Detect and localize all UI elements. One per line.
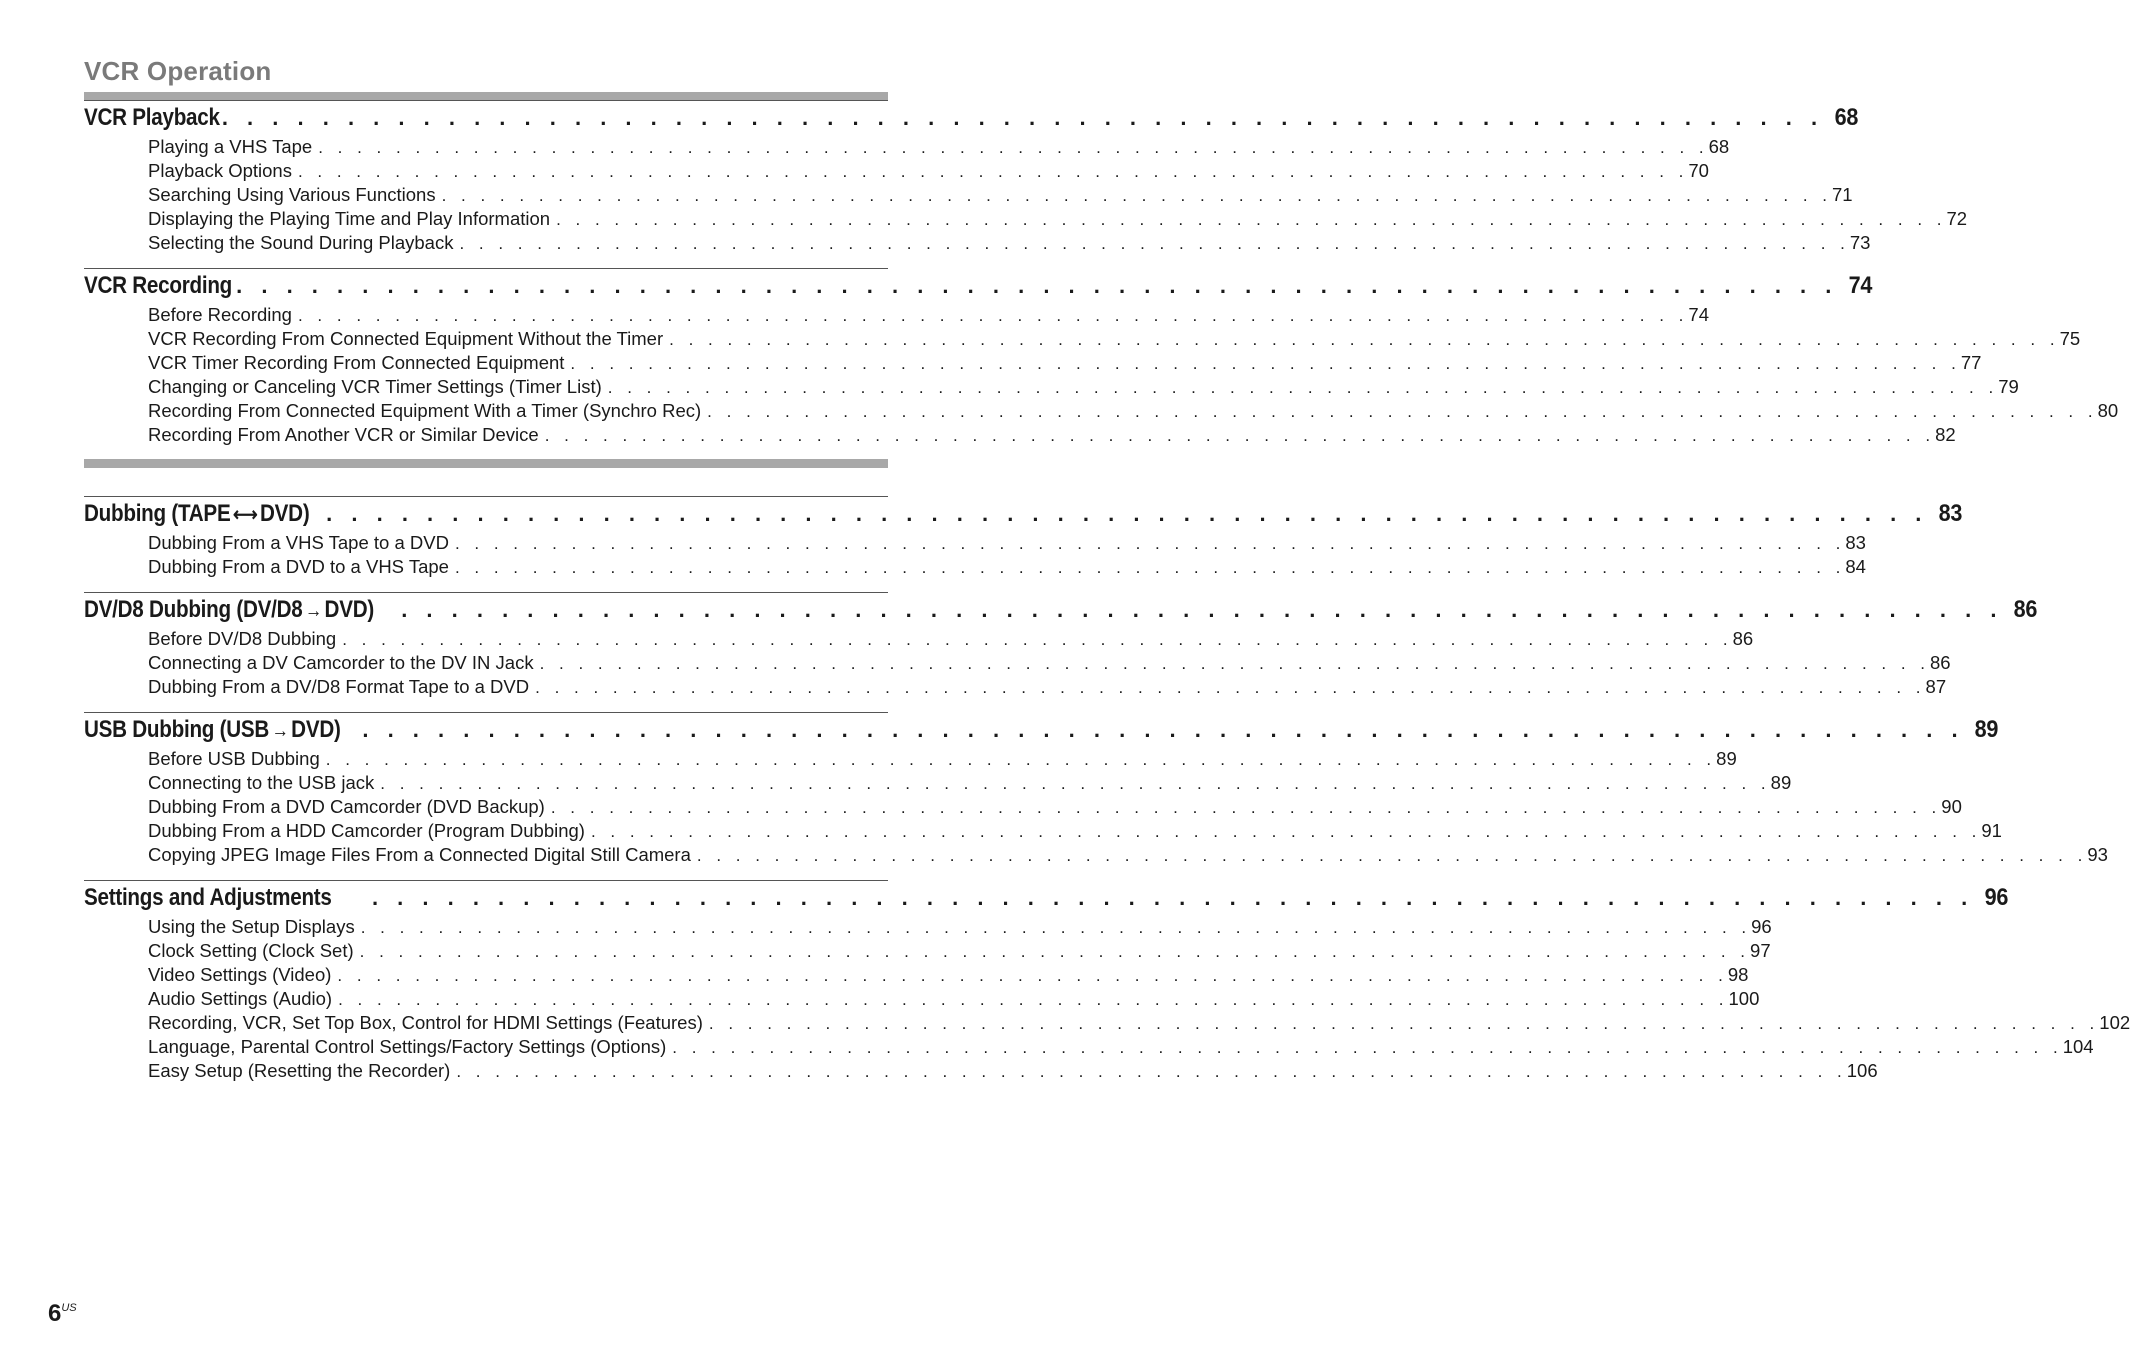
chapter-heading[interactable] xyxy=(84,596,2038,628)
toc-chapter-vcr-playback xyxy=(84,100,1968,256)
dot-leader: . . . . . . . . . . . . . . . . . . . . . . . . . . . . . . . . . . . . . . . . . . . . . . . . . . . . . . . . . . . . . . . . . . . . . . . . xyxy=(607,378,1999,397)
dot-leader: . . . . . . . . . . . . . . . . . . . . . . . . . . . . . . . . . . . . . . . . . . . . . . . . . . . . . . . . . . . . . . . . . . . . . . . . xyxy=(590,822,1982,841)
entry-page: 97 xyxy=(1750,940,1771,961)
entry-title: Playback Options xyxy=(148,160,292,181)
toc-entry[interactable] xyxy=(148,352,1982,376)
entry-page: 84 xyxy=(1845,556,1866,577)
toc-entry[interactable] xyxy=(148,136,1730,160)
dot-leader: . . . . . . . . . . . . . . . . . . . . . . . . . . . . . . . . . . . . . . . . . . . . . . . . . . . . . . . . . . . . . . . . . . . . . . . . xyxy=(318,138,1709,157)
chapter-heading[interactable] xyxy=(84,884,2008,916)
entry-title: Copying JPEG Image Files From a Connected Digital Still Camera xyxy=(148,844,691,865)
entry-page: 70 xyxy=(1688,160,1709,181)
entry-title: Before DV/D8 Dubbing xyxy=(148,628,337,649)
chapter-rule xyxy=(84,268,888,269)
entry-page: 96 xyxy=(1751,916,1772,937)
dot-leader: . . . . . . . . . . . . . . . . . . . . . . . . . . . . . . . . . . . . . . . . . . . . . . . . . . . . . . . . . . . . . . . . . . . . . . . . xyxy=(297,306,1689,325)
entry-page: 102 xyxy=(2099,1012,2130,1033)
chapter-rule xyxy=(84,880,888,881)
dot-leader: . . . . . . . . . . . . . . . . . . . . . . . . . . . . . . . . . . . . . . . . . . . . . . . . . . . . . . . . . . . . . . . . . . . . . . . . xyxy=(359,942,1751,961)
entry-title: Playing a VHS Tape xyxy=(148,136,313,157)
dot-leader: . . . . . . . . . . . . . . . . . . . . . . . . . . . . . . . . . . . . . . . . . . . . . . . . . . . . . . . . . . . . . . . . . . . . . . . . xyxy=(696,846,2088,865)
entry-title: Dubbing From a DVD to a VHS Tape xyxy=(148,556,449,577)
dot-leader: . . . . . . . . . . . . . . . . . . . . . . . . . . . . . . . . . . . . . . . . . . . . . . . . . . . . . . . . . . . . . . . . . . . . . . . . xyxy=(297,162,1689,181)
chapter-title: Dubbing (TAPE ⟷ DVD) xyxy=(84,500,310,527)
toc-chapter-usb-dubbing xyxy=(84,712,2108,868)
entry-title: Clock Setting (Clock Set) xyxy=(148,940,354,961)
toc-entry[interactable] xyxy=(148,400,2119,424)
entry-page: 73 xyxy=(1849,232,1871,253)
toc-entry[interactable] xyxy=(148,1036,2094,1060)
entry-page: 106 xyxy=(1846,1060,1878,1081)
toc-entry[interactable] xyxy=(148,988,1760,1012)
chapter-page: 96 xyxy=(1984,884,2008,911)
entry-page: 91 xyxy=(1981,820,2002,841)
entry-title: Dubbing From a HDD Camcorder (Program Dubbing) xyxy=(148,820,585,841)
chapter-page: 83 xyxy=(1938,500,1963,527)
entry-page: 79 xyxy=(1998,376,2019,397)
chapter-rule xyxy=(84,712,888,713)
entry-title: Recording, VCR, Set Top Box, Control for HDMI Settings (Features) xyxy=(148,1012,703,1033)
toc-entry[interactable] xyxy=(148,916,1772,940)
chapter-title: USB Dubbing (USB → DVD) xyxy=(84,716,341,743)
toc-entry[interactable] xyxy=(148,748,1737,772)
entry-page: 87 xyxy=(1925,676,1947,697)
entry-title: Video Settings (Video) xyxy=(148,964,332,985)
toc-entry[interactable] xyxy=(148,820,2002,844)
toc-entry[interactable] xyxy=(148,1012,2130,1036)
entry-page: 93 xyxy=(2087,844,2108,865)
chapter-title: VCR Recording xyxy=(84,272,233,299)
dot-leader: . . . . . . . . . . . . . . . . . . . . . . . . . . . . . . . . . . . . . . . . . . . . . . . . . . . . . . . . . . . . . . . . xyxy=(236,273,1838,298)
dot-leader: . . . . . . . . . . . . . . . . . . . . . . . . . . . . . . . . . . . . . . . . . . . . . . . . . . . . . . . . . . . . . . . . . . . . . . . . xyxy=(360,918,1752,937)
section-divider-middle xyxy=(84,459,888,468)
entry-page: 71 xyxy=(1832,184,1853,205)
entry-title: Connecting to the USB jack xyxy=(148,772,375,793)
toc-entry[interactable] xyxy=(148,328,2081,352)
dot-leader: . . . . . . . . . . . . . . . . . . . . . . . . . . . . . . . . . . . . . . . . . . . . . . . . . . . . . . . . . . . . . . . . . . . . . . . . xyxy=(672,1038,2063,1057)
entry-title: Language, Parental Control Settings/Factory Settings (Options) xyxy=(148,1036,667,1057)
entry-title: Dubbing From a DVD Camcorder (DVD Backup) xyxy=(148,796,545,817)
chapter-heading[interactable] xyxy=(84,272,1872,304)
toc-entry[interactable] xyxy=(148,376,2019,400)
chapter-title: VCR Playback xyxy=(84,104,220,131)
dot-leader: . . . . . . . . . . . . . . . . . . . . . . . . . . . . . . . . . . . . . . . . . . . . . . . . . . . . . . . . . . . . . . . . xyxy=(371,885,1974,910)
dot-leader: . . . . . . . . . . . . . . . . . . . . . . . . . . . . . . . . . . . . . . . . . . . . . . . . . . . . . . . . . . . . . . . . xyxy=(362,717,1965,742)
entry-title: Recording From Connected Equipment With a Timer (Synchro Rec) xyxy=(148,400,702,421)
chapter-rule xyxy=(84,100,888,101)
dot-leader: . . . . . . . . . . . . . . . . . . . . . . . . . . . . . . . . . . . . . . . . . . . . . . . . . . . . . . . . . . . . . . . . . . . . . . . . xyxy=(707,402,2098,421)
entry-list xyxy=(148,748,2108,868)
entry-page: 104 xyxy=(2062,1036,2094,1057)
dot-leader: . . . . . . . . . . . . . . . . . . . . . . . . . . . . . . . . . . . . . . . . . . . . . . . . . . . . . . . . . . . . . . . . . . . . . . . . xyxy=(708,1014,2100,1033)
dot-leader: . . . . . . . . . . . . . . . . . . . . . . . . . . . . . . . . . . . . . . . . . . . . . . . . . . . . . . . . . . . . . . . . xyxy=(221,105,1824,130)
toc-entry[interactable] xyxy=(148,556,1866,580)
toc-entry[interactable] xyxy=(148,184,1853,208)
chapter-heading[interactable] xyxy=(84,500,1963,532)
right-arrow-icon: → xyxy=(305,600,322,622)
dot-leader: . . . . . . . . . . . . . . . . . . . . . . . . . . . . . . . . . . . . . . . . . . . . . . . . . . . . . . . . . . . . . . . . xyxy=(326,501,1928,526)
entry-title: Connecting a DV Camcorder to the DV IN Jack xyxy=(148,652,534,673)
toc-entry[interactable] xyxy=(148,796,1962,820)
dot-leader: . . . . . . . . . . . . . . . . . . . . . . . . . . . . . . . . . . . . . . . . . . . . . . . . . . . . . . . . . . . . . . . . . . . . . . . . xyxy=(550,798,1942,817)
entry-title: Recording From Another VCR or Similar Device xyxy=(148,424,539,445)
dot-leader: . . . . . . . . . . . . . . . . . . . . . . . . . . . . . . . . . . . . . . . . . . . . . . . . . . . . . . . . . . . . . . . . . . . . . . . . xyxy=(325,750,1717,769)
entry-page: 100 xyxy=(1728,988,1760,1009)
entry-page: 86 xyxy=(1930,652,1951,673)
chapter-rule xyxy=(84,592,888,593)
entry-page: 89 xyxy=(1716,748,1737,769)
entry-page: 90 xyxy=(1941,796,1962,817)
dot-leader: . . . . . . . . . . . . . . . . . . . . . . . . . . . . . . . . . . . . . . . . . . . . . . . . . . . . . . . . . . . . . . . . . . . . . . . . xyxy=(570,354,1961,373)
toc-chapter-vcr-recording xyxy=(84,268,2119,448)
dot-leader: . . . . . . . . . . . . . . . . . . . . . . . . . . . . . . . . . . . . . . . . . . . . . . . . . . . . . . . . . . . . . . . . . . . . . . . . xyxy=(669,330,2060,349)
entry-page: 86 xyxy=(1732,628,1754,649)
entry-page: 68 xyxy=(1708,136,1730,157)
chapter-page: 74 xyxy=(1848,272,1872,299)
chapter-title: Settings and Adjustments xyxy=(84,884,332,911)
toc-entry[interactable] xyxy=(148,676,1947,700)
page-footer xyxy=(48,1300,77,1328)
entry-page: 89 xyxy=(1770,772,1792,793)
chapter-heading[interactable] xyxy=(84,716,1999,748)
entry-page: 98 xyxy=(1727,964,1749,985)
entry-list xyxy=(148,532,1866,580)
dot-leader: . . . . . . . . . . . . . . . . . . . . . . . . . . . . . . . . . . . . . . . . . . . . . . . . . . . . . . . . . . . . . . . . . . . . . . . . xyxy=(539,654,1931,673)
entry-title: Before Recording xyxy=(148,304,292,325)
dot-leader: . . . . . . . . . . . . . . . . . . . . . . . . . . . . . . . . . . . . . . . . . . . . . . . . . . . . . . . . . . . . . . . . . . . . . . . . xyxy=(544,426,1936,445)
toc-entry[interactable] xyxy=(148,964,1749,988)
toc-entry[interactable] xyxy=(148,532,1866,556)
entry-list xyxy=(148,628,1951,700)
toc-entry[interactable] xyxy=(148,628,1754,652)
toc-chapter-dubbing xyxy=(84,496,1963,580)
page-number: 6 xyxy=(48,1300,62,1327)
entry-title: Searching Using Various Functions xyxy=(148,184,436,205)
chapter-page: 86 xyxy=(2013,596,2038,623)
right-arrow-icon: → xyxy=(271,720,289,742)
dot-leader: . . . . . . . . . . . . . . . . . . . . . . . . . . . . . . . . . . . . . . . . . . . . . . . . . . . . . . . . . . . . . . . . . . . . . . . . xyxy=(556,210,1947,229)
entry-list xyxy=(148,136,1968,256)
chapter-title: DV/D8 Dubbing (DV/D8 → DVD) xyxy=(84,596,374,623)
entry-page: 75 xyxy=(2059,328,2081,349)
toc-entry[interactable] xyxy=(148,772,1792,796)
dot-leader: . . . . . . . . . . . . . . . . . . . . . . . . . . . . . . . . . . . . . . . . . . . . . . . . . . . . . . . . . . . . . . . . . . . . . . . . xyxy=(456,1062,1847,1081)
entry-page: 74 xyxy=(1688,304,1709,325)
entry-list xyxy=(148,916,2130,1084)
toc-entry[interactable] xyxy=(148,652,1951,676)
toc-entry[interactable] xyxy=(148,160,1709,184)
toc-chapter-settings xyxy=(84,880,2130,1084)
chapter-heading[interactable] xyxy=(84,104,1858,136)
entry-list xyxy=(148,304,2119,448)
entry-title: Dubbing From a VHS Tape to a DVD xyxy=(148,532,449,553)
region-suffix: US xyxy=(61,1302,77,1314)
entry-title: VCR Recording From Connected Equipment Without the Timer xyxy=(148,328,664,349)
toc-entry[interactable] xyxy=(148,304,1709,328)
chapter-rule xyxy=(84,496,888,497)
chapter-page: 89 xyxy=(1974,716,1999,743)
entry-title: Using the Setup Displays xyxy=(148,916,355,937)
entry-title: Before USB Dubbing xyxy=(148,748,320,769)
toc-chapter-dv-d8-dubbing xyxy=(84,592,2038,700)
dot-leader: . . . . . . . . . . . . . . . . . . . . . . . . . . . . . . . . . . . . . . . . . . . . . . . . . . . . . . . . . . . . . . . . . . . . . . . . xyxy=(441,186,1833,205)
dot-leader: . . . . . . . . . . . . . . . . . . . . . . . . . . . . . . . . . . . . . . . . . . . . . . . . . . . . . . . . . . . . . . . . xyxy=(401,597,2003,622)
dot-leader: . . . . . . . . . . . . . . . . . . . . . . . . . . . . . . . . . . . . . . . . . . . . . . . . . . . . . . . . . . . . . . . . . . . . . . . . xyxy=(454,558,1846,577)
toc-entry[interactable] xyxy=(148,424,1956,448)
section-title: VCR Operation xyxy=(84,56,272,86)
entry-page: 72 xyxy=(1946,208,1968,229)
dot-leader: . . . . . . . . . . . . . . . . . . . . . . . . . . . . . . . . . . . . . . . . . . . . . . . . . . . . . . . . . . . . . . . . . . . . . . . . xyxy=(342,630,1733,649)
entry-page: 77 xyxy=(1960,352,1982,373)
toc-entry[interactable] xyxy=(148,844,2108,868)
chapter-page: 68 xyxy=(1834,104,1858,131)
entry-title: Audio Settings (Audio) xyxy=(148,988,333,1009)
dot-leader: . . . . . . . . . . . . . . . . . . . . . . . . . . . . . . . . . . . . . . . . . . . . . . . . . . . . . . . . . . . . . . . . . . . . . . . . xyxy=(380,774,1771,793)
toc-entry[interactable] xyxy=(148,1060,1878,1084)
dot-leader: . . . . . . . . . . . . . . . . . . . . . . . . . . . . . . . . . . . . . . . . . . . . . . . . . . . . . . . . . . . . . . . . . . . . . . . . xyxy=(535,678,1926,697)
entry-title: Selecting the Sound During Playback xyxy=(148,232,454,253)
toc-entry[interactable] xyxy=(148,940,1771,964)
dot-leader: . . . . . . . . . . . . . . . . . . . . . . . . . . . . . . . . . . . . . . . . . . . . . . . . . . . . . . . . . . . . . . . . . . . . . . . . xyxy=(459,234,1850,253)
entry-title: VCR Timer Recording From Connected Equipment xyxy=(148,352,565,373)
double-arrow-icon: ⟷ xyxy=(233,504,258,526)
entry-title: Changing or Canceling VCR Timer Settings (Timer List) xyxy=(148,376,602,397)
dot-leader: . . . . . . . . . . . . . . . . . . . . . . . . . . . . . . . . . . . . . . . . . . . . . . . . . . . . . . . . . . . . . . . . . . . . . . . . xyxy=(338,990,1729,1009)
entry-title: Easy Setup (Resetting the Recorder) xyxy=(148,1060,451,1081)
entry-title: Displaying the Playing Time and Play Information xyxy=(148,208,551,229)
entry-title: Dubbing From a DV/D8 Format Tape to a DVD xyxy=(148,676,530,697)
entry-page: 80 xyxy=(2097,400,2119,421)
toc-entry[interactable] xyxy=(148,232,1871,256)
dot-leader: . . . . . . . . . . . . . . . . . . . . . . . . . . . . . . . . . . . . . . . . . . . . . . . . . . . . . . . . . . . . . . . . . . . . . . . . xyxy=(454,534,1846,553)
toc-entry[interactable] xyxy=(148,208,1968,232)
entry-page: 82 xyxy=(1935,424,1956,445)
dot-leader: . . . . . . . . . . . . . . . . . . . . . . . . . . . . . . . . . . . . . . . . . . . . . . . . . . . . . . . . . . . . . . . . . . . . . . . . xyxy=(337,966,1728,985)
entry-page: 83 xyxy=(1845,532,1866,553)
